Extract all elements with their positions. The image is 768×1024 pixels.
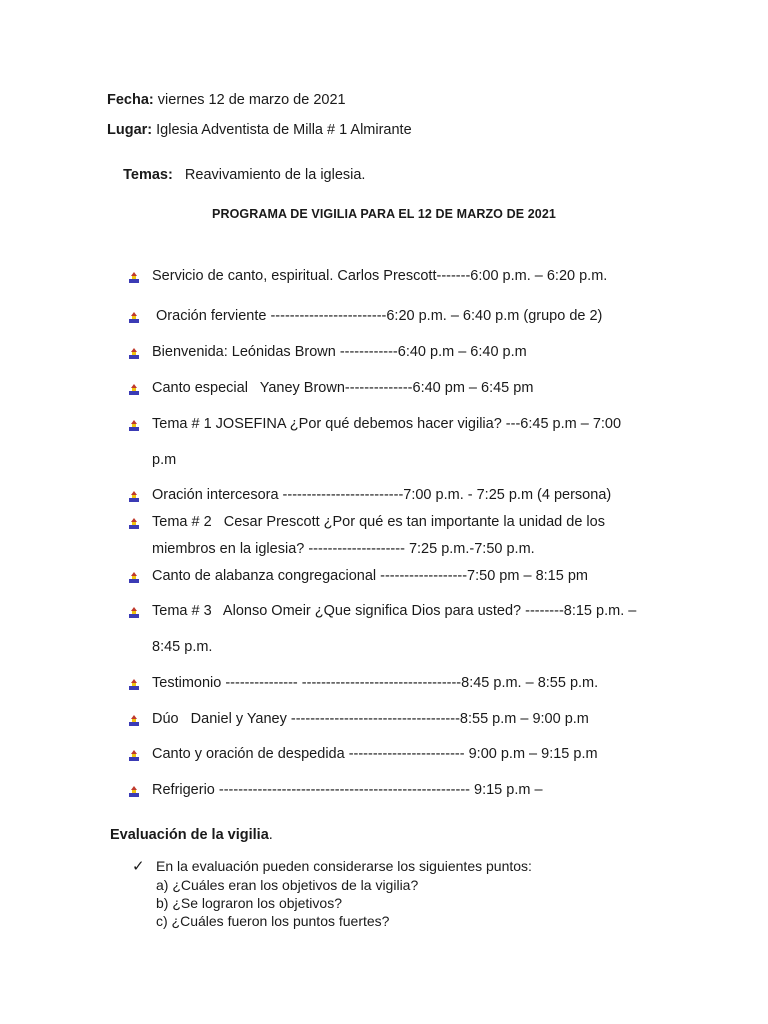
- arrow-bullet-icon: [128, 679, 140, 691]
- lugar-line: [107, 122, 412, 138]
- program-item-line: p.m: [152, 452, 177, 468]
- program-item-line: Canto de alabanza congregacional ------------------7:50 pm – 8:15 pm: [152, 568, 588, 584]
- program-item-line: Dúo Daniel y Yaney -----------------------------------8:55 p.m – 9:00 p.m: [152, 711, 589, 727]
- checkmark-icon: ✓: [132, 858, 145, 875]
- program-item-line: 8:45 p.m.: [152, 639, 213, 655]
- program-item-line: Tema # 1 JOSEFINA ¿Por qué debemos hacer vigilia? ---6:45 p.m – 7:00: [152, 416, 622, 432]
- temas-label: Temas:: [123, 167, 173, 183]
- program-item-line: Bienvenida: Leónidas Brown ------------6:40 p.m – 6:40 p.m: [152, 344, 527, 360]
- arrow-bullet-icon: [128, 420, 140, 432]
- arrow-bullet-icon: [128, 348, 140, 360]
- program-item-line: Oración ferviente ------------------------6:20 p.m. – 6:40 p.m (grupo de 2): [152, 308, 603, 324]
- evaluation-point: b) ¿Se lograron los objetivos?: [156, 895, 342, 911]
- program-item-line: Canto y oración de despedida ------------------------ 9:00 p.m – 9:15 p.m: [152, 746, 598, 762]
- arrow-bullet-icon: [128, 312, 140, 324]
- arrow-bullet-icon: [128, 518, 140, 530]
- arrow-bullet-icon: [128, 750, 140, 762]
- arrow-bullet-icon: [128, 715, 140, 727]
- program-item-line: Canto especial Yaney Brown--------------6:40 pm – 6:45 pm: [152, 380, 534, 396]
- evaluation-point: a) ¿Cuáles eran los objetivos de la vigilia?: [156, 877, 419, 893]
- arrow-bullet-icon: [128, 572, 140, 584]
- arrow-bullet-icon: [128, 786, 140, 798]
- evaluation-title: Evaluación de la vigilia: [110, 827, 269, 843]
- temas-line: [107, 151, 365, 199]
- arrow-bullet-icon: [128, 272, 140, 284]
- program-item-line: miembros en la iglesia? -------------------- 7:25 p.m.-7:50 p.m.: [152, 541, 535, 557]
- arrow-bullet-icon: [128, 607, 140, 619]
- lugar-value: Iglesia Adventista de Milla # 1 Almirante: [152, 122, 412, 138]
- program-item-line: Testimonio --------------- ---------------------------------8:45 p.m. – 8:55 p.m.: [152, 675, 599, 691]
- arrow-bullet-icon: [128, 491, 140, 503]
- lugar-label: Lugar:: [107, 122, 153, 138]
- program-item-line: Tema # 2 Cesar Prescott ¿Por qué es tan importante la unidad de los: [152, 514, 605, 530]
- evaluation-title-suffix: .: [268, 827, 273, 843]
- program-title: PROGRAMA DE VIGILIA PARA EL 12 DE MARZO DE 2021: [212, 207, 556, 221]
- program-item-line: Refrigerio ---------------------------------------------------- 9:15 p.m –: [152, 782, 543, 798]
- program-item-line: Oración intercesora -------------------------7:00 p.m. - 7:25 p.m (4 persona): [152, 487, 612, 503]
- temas-value: Reavivamiento de la iglesia.: [172, 167, 366, 183]
- fecha-label: Fecha:: [107, 92, 154, 108]
- evaluation-heading: [110, 827, 273, 843]
- evaluation-point: En la evaluación pueden considerarse los siguientes puntos:: [156, 858, 532, 874]
- fecha-value: viernes 12 de marzo de 2021: [153, 92, 346, 108]
- program-item-line: Tema # 3 Alonso Omeir ¿Que significa Dios para usted? --------8:15 p.m. –: [152, 603, 637, 619]
- program-item-line: Servicio de canto, espiritual. Carlos Prescott-------6:00 p.m. – 6:20 p.m.: [152, 268, 608, 284]
- evaluation-point: c) ¿Cuáles fueron los puntos fuertes?: [156, 913, 390, 929]
- arrow-bullet-icon: [128, 384, 140, 396]
- fecha-line: [107, 92, 346, 108]
